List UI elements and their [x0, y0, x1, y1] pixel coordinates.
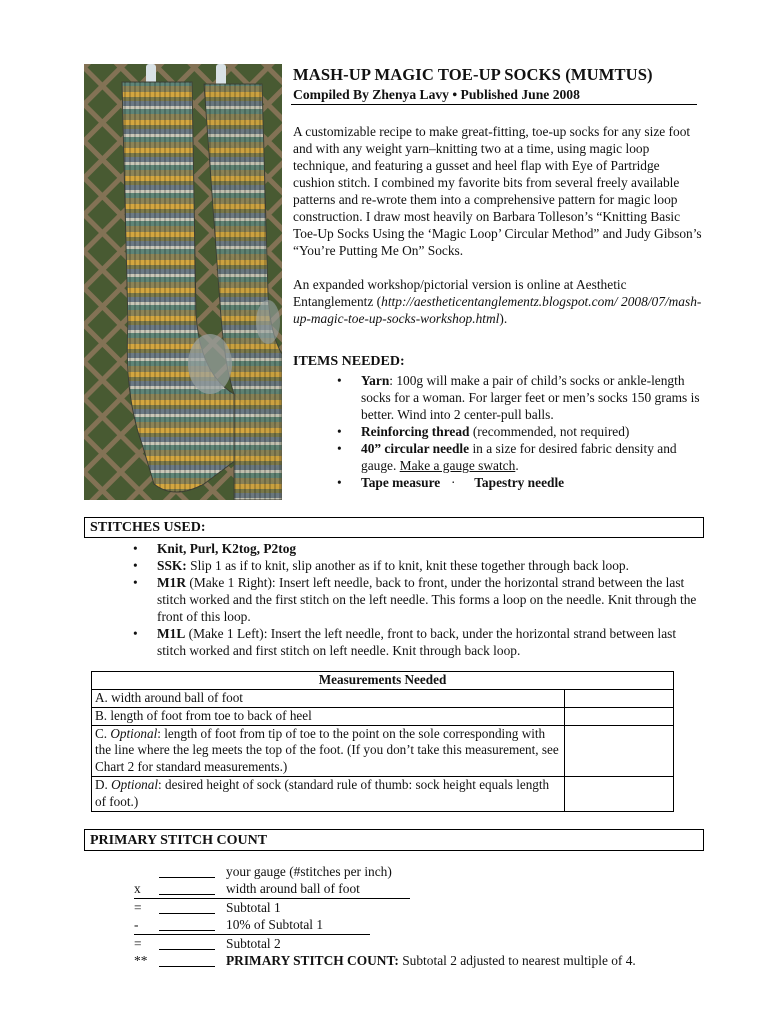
workshop-paragraph: [293, 276, 703, 327]
calc-blank[interactable]: [159, 935, 215, 950]
primary-count-label: PRIMARY STITCH COUNT:: [226, 953, 399, 968]
item-label: Tapestry needle: [474, 475, 565, 490]
items-needed-heading: ITEMS NEEDED:: [293, 354, 405, 369]
bullet-icon: •: [337, 424, 342, 439]
optional-label: Optional: [111, 776, 159, 792]
row-prefix: C.: [95, 725, 111, 741]
item-text: (recommended, not required): [469, 424, 630, 439]
byline: Compiled By Zhenya Lavy • Published June 2008: [293, 87, 580, 102]
stitch-basic: Knit, Purl, K2tog, P2tog: [157, 541, 297, 556]
calc-blank[interactable]: [159, 880, 215, 895]
row-prefix: D.: [95, 776, 112, 792]
workshop-suffix: ).: [499, 311, 508, 326]
measurement-label: [92, 690, 565, 708]
bullet-icon: •: [337, 475, 342, 490]
item-label: Reinforcing thread: [361, 424, 470, 439]
calc-operator: =: [134, 900, 142, 915]
item-label: Tape measure: [361, 475, 441, 490]
stitch-label: M1L: [157, 626, 186, 641]
calc-desc: [226, 952, 636, 969]
calc-desc: 10% of Subtotal 1: [226, 917, 324, 932]
intro-paragraph: [293, 123, 703, 259]
primary-count-text: Subtotal 2 adjusted to nearest multiple of 4.: [398, 953, 636, 968]
workshop-prefix: An expanded workshop/pictorial version is online at Aesthetic Entanglementz (: [293, 277, 627, 309]
list-item: [133, 540, 702, 557]
document-title: MASH-UP MAGIC TOE-UP SOCKS (MUMTUS): [293, 65, 653, 84]
item-text: in a size for desired fabric density and gauge.: [361, 441, 677, 473]
items-needed-list: [337, 372, 706, 491]
sock-photo: [84, 64, 282, 500]
table-header-row: [92, 672, 674, 690]
item-label: 40” circular needle: [361, 441, 470, 456]
measurement-value-cell[interactable]: [565, 776, 674, 811]
bullet-icon: •: [133, 558, 138, 573]
calc-desc: Subtotal 2: [226, 936, 281, 951]
table-row: [92, 725, 674, 776]
measurement-label: [92, 776, 565, 811]
list-item: [133, 625, 702, 659]
calc-operator: x: [134, 881, 141, 896]
list-item: [133, 574, 702, 625]
calc-blank[interactable]: [159, 899, 215, 914]
calc-operator: =: [134, 936, 142, 951]
row-text: : desired height of sock (standard rule of thumb: sock height equals length of foot.): [95, 776, 550, 809]
stitches-used-heading: STITCHES USED:: [90, 520, 206, 535]
table-row: [92, 776, 674, 811]
list-item: [337, 474, 706, 491]
item-label: Yarn: [361, 373, 390, 388]
bullet-icon: •: [133, 575, 138, 590]
calc-operator: **: [134, 953, 148, 968]
stitch-text: (Make 1 Left): Insert the left needle, front to back, under the horizontal strand between last stitch worked and first stitch on left needle. Knit through back loop.: [157, 626, 677, 658]
bullet-icon: •: [337, 373, 342, 388]
row-prefix: B.: [95, 707, 111, 723]
stitch-label: SSK:: [157, 558, 187, 573]
bullet-icon: •: [133, 541, 138, 556]
calc-blank[interactable]: [159, 952, 215, 967]
primary-count-heading: PRIMARY STITCH COUNT: [90, 833, 268, 848]
table-row: [92, 707, 674, 725]
item-text: : 100g will make a pair of child’s socks or ankle-length socks for a woman. For larger feet or men’s socks 150 grams is better. Wind into 2 center-pull balls.: [361, 373, 700, 422]
stitch-text: Slip 1 as if to knit, slip another as if to knit, knit these together through back loop.: [186, 558, 629, 573]
measurement-value-cell[interactable]: [565, 690, 674, 708]
calc-desc: Subtotal 1: [226, 900, 281, 915]
calc-operator: -: [134, 917, 139, 932]
calc-desc: width around ball of foot: [226, 881, 360, 896]
list-item: [337, 440, 706, 474]
header-divider: [291, 104, 697, 105]
stitch-text: (Make 1 Right): Insert left needle, back to front, under the horizontal strand between the last stitch worked and the first stitch on the left needle. This forms a loop on the needle. Knit through the front of this loop.: [157, 575, 697, 624]
list-item: [337, 423, 706, 440]
stitch-label: M1R: [157, 575, 187, 590]
bullet-icon: •: [133, 626, 138, 641]
gauge-swatch-link[interactable]: Make a gauge swatch: [399, 458, 516, 473]
workshop-link[interactable]: http://aestheticentanglementz.blogspot.com/ 2008/07/mash-up-magic-toe-up-socks-workshop.html: [293, 294, 702, 326]
row-text: : length of foot from tip of toe to the point on the sole corresponding with the line where the leg meets the top of the foot. (If you don’t take this measurement, see Chart 2 for standard measurements.): [95, 725, 559, 775]
calc-desc: your gauge (#stitches per inch): [226, 864, 392, 879]
item-text-end: .: [515, 458, 519, 473]
intro-text: A customizable recipe to make great-fitting, toe-up socks for any size foot and with any weight yarn–knitting two at a time, using magic loop technique, and featuring a gusset and heel flap with Eye of Partridge cushion stitch. I combined my favorite bits from several freely available patterns and re-wrote them into a comprehensive pattern for magic loop construction. I draw most heavily on Barbara Tolleson’s “Knitting Basic Toe-Up Socks Using the ‘Magic Loop’ Circular Method” and Judy Gibson’s “You’re Putting Me On” Socks.: [293, 124, 702, 258]
small-bullet-icon: ·: [451, 475, 456, 490]
measurements-heading: Measurements Needed: [92, 672, 674, 690]
measurements-table: [91, 671, 674, 812]
measurement-value-cell[interactable]: [565, 707, 674, 725]
stitches-list: [133, 540, 702, 659]
row-text: width around ball of foot: [111, 690, 243, 705]
optional-label: Optional: [110, 725, 158, 741]
calc-blank[interactable]: [159, 863, 215, 878]
calc-blank[interactable]: [159, 916, 215, 931]
measurement-label: [92, 707, 565, 725]
measurement-value-cell[interactable]: [565, 725, 674, 776]
bullet-icon: •: [337, 441, 342, 456]
table-row: [92, 690, 674, 708]
list-item: [133, 557, 702, 574]
measurement-label: [92, 725, 565, 776]
row-prefix: A.: [95, 690, 112, 705]
row-text: length of foot from toe to back of heel: [110, 707, 312, 723]
list-item: [337, 372, 706, 423]
